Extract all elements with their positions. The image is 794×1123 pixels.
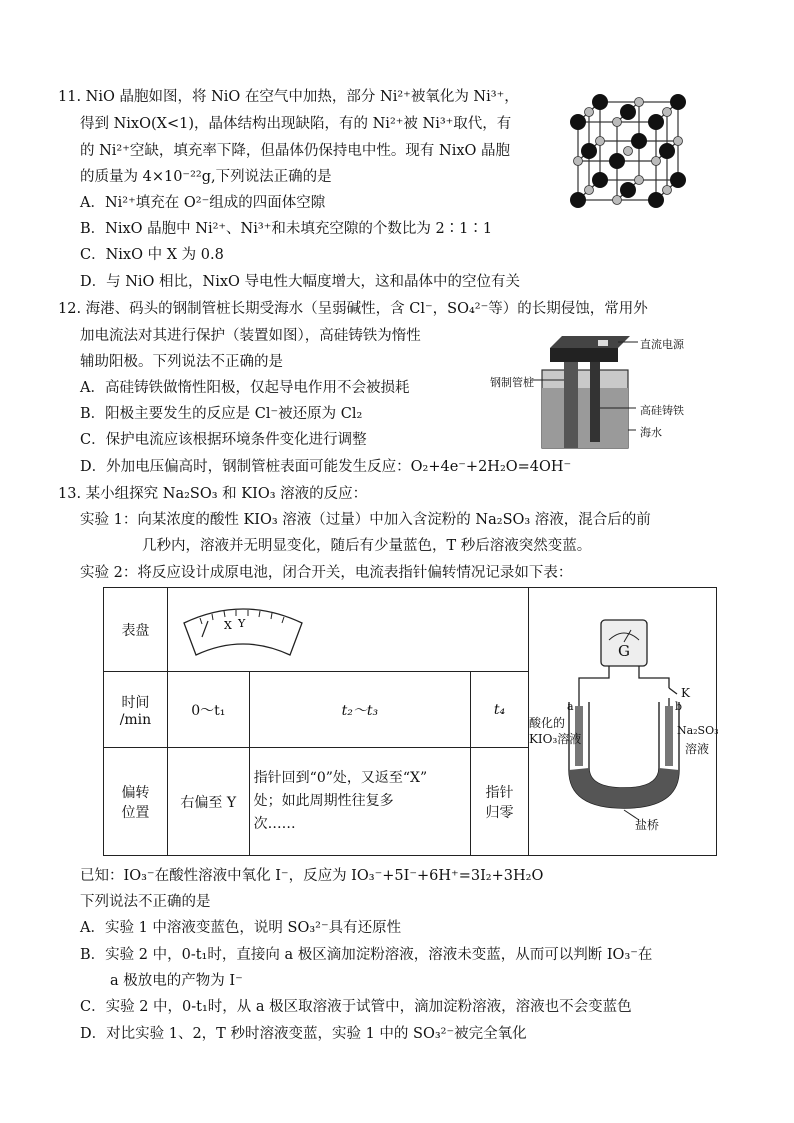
q13-option-c: C．实验 2 中，0-t₁时，从 a 极区取溶液于试管中，滴加淀粉溶液，溶液也不会变蓝色: [80, 999, 632, 1015]
q13-exp2-line: 实验 2：将反应设计成原电池，闭合开关，电流表指针偏转情况记录如下表：: [80, 565, 573, 581]
q11-number: 11.: [58, 89, 82, 105]
table-row: [104, 588, 717, 672]
meter-dial-cell: [167, 588, 528, 672]
q13-option-d: D．对比实验 1、2，T 秒时溶液变蓝，实验 1 中的 SO₃²⁻被完全氧化: [80, 1026, 527, 1042]
q11-line-2: 得到 NixO(X<1)，晶体结构出现缺陷，有的 Ni²⁺被 Ni³⁺取代，有: [80, 116, 512, 132]
q13-option-b: B．实验 2 中，0-t₁时，直接向 a 极区滴加淀粉溶液，溶液未变蓝，从而可以判断 IO₃⁻在: [80, 947, 653, 963]
q13-question: 下列说法不正确的是: [80, 894, 211, 910]
q12-line-2: 加电流法对其进行保护（装置如图），高硅铸铁为惰性: [80, 328, 421, 344]
electrode-a: a: [566, 699, 574, 713]
dial-label-x: X: [223, 618, 232, 632]
salt-bridge-label: 盐桥: [634, 817, 659, 832]
q12-option-b: B．阳极主要发生的反应是 Cl⁻被还原为 Cl₂: [80, 406, 363, 422]
table-cell: 指针回到“0”处，又返至“X” 处；如此周期性往复多 次……: [249, 748, 470, 856]
right-solution-label-1: Na₂SO₃: [676, 723, 719, 737]
nio-crystal-figure: [566, 92, 690, 214]
q11-line-4: 的质量为 4×10⁻²²g,下列说法正确的是: [80, 169, 332, 185]
table-cell: 偏转 位置: [104, 748, 168, 856]
q11-option-d: D．与 NiO 相比，NixO 导电性大幅度增大，这和晶体中的空位有关: [80, 274, 521, 290]
q13-known: 已知：IO₃⁻在酸性溶液中氧化 I⁻，反应为 IO₃⁻+5I⁻+6H⁺=3I₂+3H₂O: [80, 868, 544, 884]
q12-option-d: D．外加电压偏高时，钢制管桩表面可能发生反应：O₂+4e⁻+2H₂O=4OH⁻: [80, 459, 572, 475]
table-cell: 表盘: [104, 588, 168, 672]
q12-option-a: A．高硅铸铁做惰性阳极，仅起导电作用不会被损耗: [80, 380, 410, 396]
table-cell: 时间 /min: [104, 672, 168, 748]
table-cell: t₄: [471, 672, 529, 748]
table-cell: t₂～t₃: [249, 672, 470, 748]
q13-exp1-line-1: 实验 1：向某浓度的酸性 KIO₃ 溶液（过量）中加入含淀粉的 Na₂SO₃ 溶液，混合后的前: [80, 512, 651, 528]
galvanometer-g: G: [617, 641, 630, 660]
table-cell: 右偏至 Y: [167, 748, 249, 856]
q11-line-3: 的 Ni²⁺空缺，填充率下降，但晶体仍保持电中性。现有 NixO 晶胞: [80, 143, 511, 159]
electrode-b: b: [674, 699, 682, 713]
q11-option-c: C．NixO 中 X 为 0.8: [80, 247, 224, 263]
left-solution-label-1: 酸化的: [528, 715, 565, 730]
q13-option-a: A．实验 1 中溶液变蓝色，说明 SO₃²⁻具有还原性: [80, 920, 402, 936]
power-label: 直流电源: [640, 338, 684, 351]
anode-label: 高硅铸铁: [640, 404, 684, 417]
left-solution-label-2: KIO₃溶液: [528, 731, 582, 746]
cathodic-protection-figure: [490, 328, 700, 456]
switch-k: K: [680, 685, 690, 700]
q12-option-c: C．保护电流应该根据环境条件变化进行调整: [80, 432, 367, 448]
q11-option-a: A．Ni²⁺填充在 O²⁻组成的四面体空隙: [80, 195, 326, 211]
q13-exp1-line-2: 几秒内，溶液并无明显变化，随后有少量蓝色，T 秒后溶液突然变蓝。: [142, 538, 592, 554]
q12-number: 12.: [58, 301, 82, 317]
q12-line-1: 12. 海港、码头的钢制管桩长期受海水（呈弱碱性，含 Cl⁻，SO₄²⁻等）的长期侵蚀，常用外: [58, 301, 648, 317]
cell-figure-cell: [528, 588, 719, 856]
table-cell: 指针 归零: [471, 748, 529, 856]
q12-line-3: 辅助阳极。下列说法不正确的是: [80, 354, 283, 370]
table-cell: 0～t₁: [167, 672, 249, 748]
q13-number: 13.: [58, 486, 82, 502]
sea-label: 海水: [640, 426, 662, 439]
dial-label-y: Y: [237, 616, 246, 630]
meter-dial: [178, 601, 308, 659]
pile-label: 钢制管桩: [490, 376, 534, 389]
q13-line-1: 13. 某小组探究 Na₂SO₃ 和 KIO₃ 溶液的反应：: [58, 486, 368, 502]
experiment-table: [103, 587, 717, 856]
q13-option-b-cont: a 极放电的产物为 I⁻: [110, 973, 243, 989]
galvanic-cell-figure: [528, 590, 719, 854]
right-solution-label-2: 溶液: [684, 741, 709, 756]
q11-option-b: B．NixO 晶胞中 Ni²⁺、Ni³⁺和未填充空隙的个数比为 2∶1∶1: [80, 221, 493, 237]
q11-line-1: 11. NiO 晶胞如图，将 NiO 在空气中加热，部分 Ni²⁺被氧化为 Ni³⁺，: [58, 89, 519, 105]
